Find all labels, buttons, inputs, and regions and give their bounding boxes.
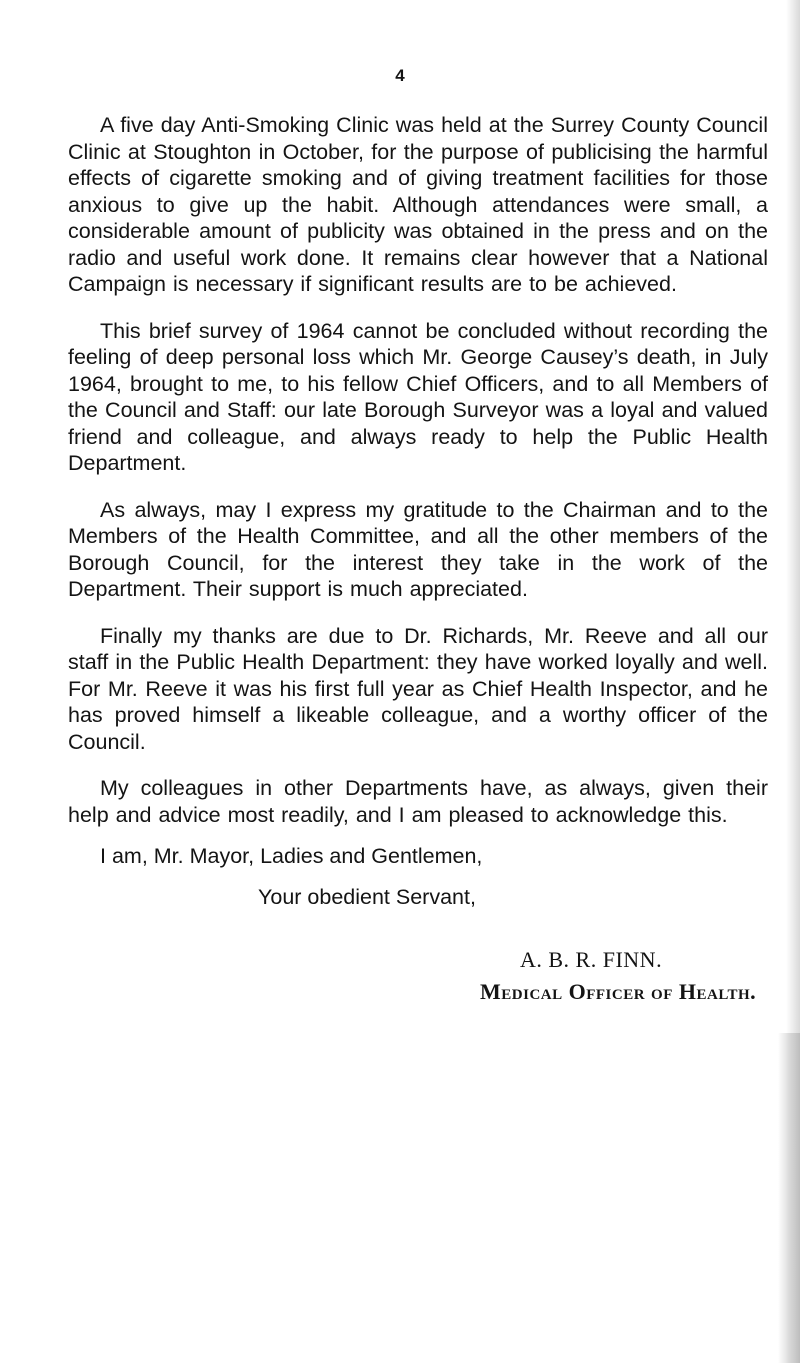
paragraph-gratitude-committee: As always, may I express my gratitude to the Chairman and to the Members of the Health Committee, and all the other members of the Borough Council, for the interest they take in the work of the Department. Their support is much appreciated. xyxy=(68,497,768,601)
signature-title: Medical Officer of Health. xyxy=(480,979,757,1004)
paragraph-anti-smoking-clinic: A five day Anti-Smoking Clinic was held at the Surrey County Council Clinic at Stoughton in October, for the purpose of publicising the harmful effects of cigarette smoking and of giving treatment facilities for those anxious to give up the habit. Although attendances were small, a considerable amount of publicity was obtained in the press and on the radio and useful work done. It remains clear however that a National Campaign is necessary if significant results are to be achieved. xyxy=(68,113,768,296)
paragraph-thanks-staff: Finally my thanks are due to Dr. Richards, Mr. Reeve and all our staff in the Public Health Department: they have worked loyally and well. For Mr. Reeve it was his first full year as Chief Health Inspector, and he has proved himself a likeable colleague, and a worthy officer of the Council. xyxy=(68,623,768,754)
paragraph-colleagues: My colleagues in other Departments have, as always, given their help and advice most readily, and I am pleased to acknowledge this. xyxy=(68,776,768,827)
paragraph-causey-tribute: This brief survey of 1964 cannot be concluded without recording the feeling of deep personal loss which Mr. George Causey’s death, in July 1964, brought to me, to his fellow Chief Officers, and to all Members of the Council and Staff: our late Borough Surveyor was a loyal and valued friend and colleague, and always ready to help the Public Health Department. xyxy=(68,318,768,475)
closing-servant: Your obedient Servant, xyxy=(258,885,476,909)
closing-salutation: I am, Mr. Mayor, Ladies and Gentlemen, xyxy=(100,844,483,868)
signature-name: A. B. R. FINN. xyxy=(520,947,663,972)
page-edge-shadow-lower xyxy=(778,1033,800,1363)
letter-body xyxy=(68,112,768,848)
page-number: 4 xyxy=(395,66,405,85)
